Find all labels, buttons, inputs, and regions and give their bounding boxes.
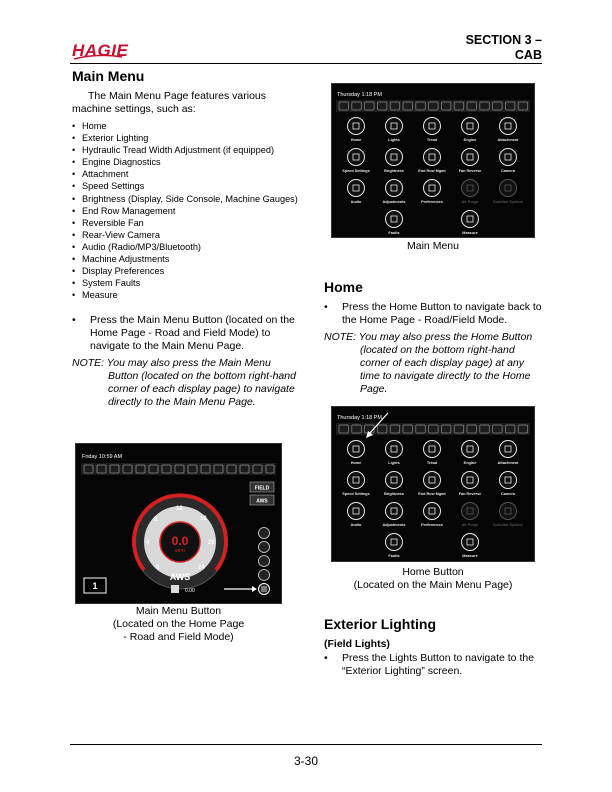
air-purge-label: Air Purge <box>461 523 479 527</box>
measure-button[interactable] <box>462 534 479 551</box>
fan-reverse-label: Fan Reverse <box>458 492 482 496</box>
list-item: • Rear-View Camera <box>72 229 298 241</box>
brightness-label: Brightness <box>384 492 404 496</box>
main-menu-step: • Press the Main Menu Button (located on the Home Page - Road and Field Mode) to navigate to the Main Menu Page. <box>72 314 298 353</box>
end-row-mgmt-label: End Row Mgmt <box>418 169 446 173</box>
solution-system-label: Solution System <box>493 200 523 204</box>
main-menu-figure-caption: Main Menu <box>407 240 459 252</box>
logo-text: HAGIE <box>72 41 129 60</box>
faults-label: Faults <box>388 231 400 235</box>
fan-reverse-button[interactable] <box>462 472 479 489</box>
list-item: • Engine Diagnostics <box>72 156 298 168</box>
engine-button[interactable] <box>462 118 479 135</box>
engine-button[interactable] <box>462 441 479 458</box>
caption-line: Home Button <box>402 566 464 578</box>
camera-label: Camera <box>501 169 515 173</box>
measure-button[interactable] <box>462 211 479 228</box>
feature-list <box>72 120 298 301</box>
speed-value: 0.0 <box>171 534 189 548</box>
display-clock: Friday 10:59 AM <box>82 454 123 460</box>
note-lead: NOTE: You may also press the Main Menu <box>72 357 271 370</box>
lights-button[interactable] <box>386 441 403 458</box>
camera-button[interactable] <box>500 472 517 489</box>
audio-label: Audio <box>350 200 362 204</box>
note-lead: NOTE: You may also press the Home Button <box>324 331 533 343</box>
main-menu-intro: The Main Menu Page features various machine settings, such as: <box>72 90 267 115</box>
lights-button[interactable] <box>386 118 403 135</box>
list-item: • Speed Settings <box>72 180 298 192</box>
hagie-logo <box>72 41 129 61</box>
speed-settings-button[interactable] <box>348 149 365 166</box>
section-number: SECTION 3 – <box>465 33 542 47</box>
adjustments-label: Adjustments <box>382 523 406 527</box>
section-heading <box>466 33 542 63</box>
display-clock: Thursday 1:18 PM <box>337 92 382 98</box>
adjustments-button[interactable] <box>386 503 403 520</box>
brightness-button[interactable] <box>386 472 403 489</box>
air-purge-button[interactable] <box>462 503 479 520</box>
footer-divider <box>70 744 542 745</box>
home-button[interactable] <box>348 441 365 458</box>
list-item: • Machine Adjustments <box>72 253 298 265</box>
home-label: Home <box>350 461 362 465</box>
attachment-button[interactable] <box>500 441 517 458</box>
attachment-label: Attachment <box>497 461 519 465</box>
list-item: • Home <box>72 120 298 132</box>
tick-label: 8 <box>154 517 158 523</box>
adjustments-button[interactable] <box>386 180 403 197</box>
audio-label: Audio <box>350 523 362 527</box>
steer-mode: AWS <box>169 572 191 582</box>
camera-button[interactable] <box>500 149 517 166</box>
home-section <box>324 279 544 396</box>
preferences-label: Preferences <box>421 523 443 527</box>
tread-label: Tread <box>426 138 438 142</box>
home-step: • Press the Home Button to navigate back to the Home Page - Road/Field Mode. <box>324 301 544 327</box>
preferences-button[interactable] <box>424 180 441 197</box>
fan-reverse-label: Fan Reverse <box>458 169 482 173</box>
solution-system-button[interactable] <box>500 503 517 520</box>
gear-value: 1 <box>92 581 98 591</box>
end-row-mgmt-button[interactable] <box>424 149 441 166</box>
aws-mode-label: AWS <box>256 498 268 505</box>
home-note <box>324 331 544 396</box>
field-mode-label: FIELD <box>254 485 270 492</box>
speed-settings-label: Speed Settings <box>342 169 370 173</box>
main-menu-screenshot <box>331 83 535 238</box>
odometer-value: 0.00 <box>185 588 195 594</box>
faults-button[interactable] <box>386 211 403 228</box>
list-item: • End Row Management <box>72 205 298 217</box>
tick-label: 24 <box>198 565 205 571</box>
lights-label: Lights <box>388 138 400 142</box>
caption-line: (Located on the Main Menu Page) <box>353 579 513 591</box>
section-title: CAB <box>514 48 542 62</box>
list-item: • Hydraulic Tread Width Adjustment (if equipped) <box>72 144 298 156</box>
lights-label: Lights <box>388 461 400 465</box>
main-menu-display <box>332 84 534 237</box>
header-divider <box>70 63 542 64</box>
odometer-icon <box>171 585 179 593</box>
home-button[interactable] <box>348 118 365 135</box>
tick-label: 12 <box>176 506 183 512</box>
side-round-buttons <box>259 528 270 581</box>
faults-button[interactable] <box>386 534 403 551</box>
main-menu-note <box>72 357 298 409</box>
tread-label: Tread <box>426 461 438 465</box>
tread-button[interactable] <box>424 118 441 135</box>
engine-label: Engine <box>463 138 477 142</box>
home-button-display <box>332 407 534 561</box>
note-body: Button (located on the bottom right-hand corner of each display page) to navigate directly to the Main Menu Page. <box>108 370 296 409</box>
field-lights-subheading: (Field Lights) <box>324 638 390 650</box>
page-number: 3-30 <box>293 754 319 768</box>
list-item: • Exterior Lighting <box>72 132 298 144</box>
note-body: (located on the bottom right-hand corner of each display page) at any time to navigate directly to the Home Page. <box>360 344 531 395</box>
tread-button[interactable] <box>424 441 441 458</box>
main-menu-heading: Main Menu <box>72 68 145 84</box>
camera-label: Camera <box>501 492 515 496</box>
fan-reverse-button[interactable] <box>462 149 479 166</box>
caption-line: Main Menu Button <box>135 605 222 617</box>
exterior-lighting-step: • Press the Lights Button to navigate to the “Exterior Lighting” screen. <box>324 652 544 678</box>
list-item: • Reversible Fan <box>72 217 298 229</box>
end-row-mgmt-label: End Row Mgmt <box>418 492 446 496</box>
measure-label: Measure <box>462 231 478 235</box>
end-row-mgmt-button[interactable] <box>424 472 441 489</box>
tick-label: 20 <box>208 540 215 546</box>
list-item: • Attachment <box>72 168 298 180</box>
faults-label: Faults <box>388 554 400 558</box>
home-page-screenshot <box>75 443 282 604</box>
menu-button-grid <box>339 102 528 235</box>
audio-button[interactable] <box>348 180 365 197</box>
caption-line: (Located on the Home Page <box>112 618 245 630</box>
home-page-figure-caption <box>75 605 282 644</box>
adjustments-label: Adjustments <box>382 200 406 204</box>
list-item: • Display Preferences <box>72 265 298 277</box>
home-button-figure-caption <box>331 566 535 592</box>
attachment-label: Attachment <box>497 138 519 142</box>
home-heading: Home <box>324 279 363 295</box>
air-purge-button[interactable] <box>462 180 479 197</box>
speed-settings-label: Speed Settings <box>342 492 370 496</box>
pointer-arrowhead <box>252 586 257 592</box>
tick-label: 4 <box>146 540 150 546</box>
brightness-button[interactable] <box>386 149 403 166</box>
main-menu-section <box>72 68 298 409</box>
home-page-display <box>76 444 281 603</box>
attachment-button[interactable] <box>500 118 517 135</box>
engine-label: Engine <box>463 461 477 465</box>
tick-label: 0 <box>156 565 160 571</box>
menu-button-grid <box>339 425 528 558</box>
home-label: Home <box>350 138 362 142</box>
brightness-label: Brightness <box>384 169 404 173</box>
preferences-label: Preferences <box>421 200 443 204</box>
measure-label: Measure <box>462 554 478 558</box>
solution-system-button[interactable] <box>500 180 517 197</box>
list-item: • Brightness (Display, Side Console, Machine Gauges) <box>72 193 298 205</box>
tick-label: 16 <box>200 516 207 522</box>
audio-button[interactable] <box>348 503 365 520</box>
display-clock: Thursday 1:18 PM <box>337 415 382 421</box>
speed-settings-button[interactable] <box>348 472 365 489</box>
list-item: • Measure <box>72 289 298 301</box>
exterior-lighting-heading: Exterior Lighting <box>324 616 436 632</box>
list-item: • System Faults <box>72 277 298 289</box>
exterior-lighting-section <box>324 616 544 678</box>
preferences-button[interactable] <box>424 503 441 520</box>
speed-unit: MPH <box>175 548 185 553</box>
home-button-screenshot <box>331 406 535 562</box>
solution-system-label: Solution System <box>493 523 523 527</box>
air-purge-label: Air Purge <box>461 200 479 204</box>
caption-line: - Road and Field Mode) <box>123 631 234 643</box>
list-item: • Audio (Radio/MP3/Bluetooth) <box>72 241 298 253</box>
